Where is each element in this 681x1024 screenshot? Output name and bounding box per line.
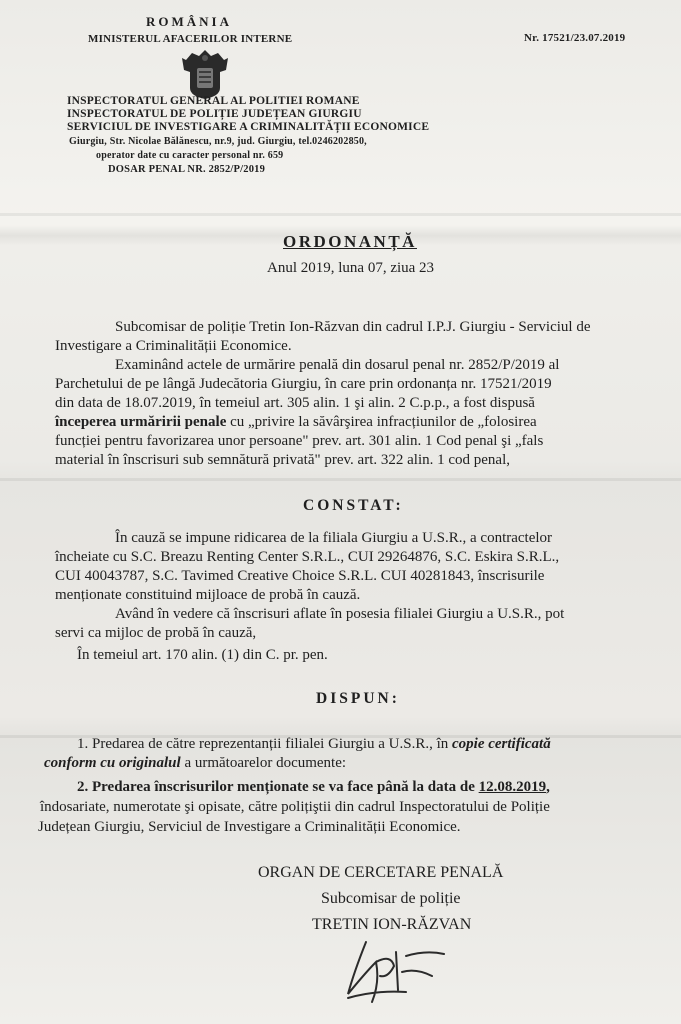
- document-number: Nr. 17521/23.07.2019: [524, 32, 626, 44]
- exam-line: funcției pentru favorizarea unor persoane" prev. art. 301 alin. 1 Cod penal şi „fals: [55, 433, 544, 449]
- case-file-number: DOSAR PENAL NR. 2852/P/2019: [108, 164, 266, 175]
- constat-line: În temeiul art. 170 alin. (1) din C. pr. pen.: [77, 647, 328, 663]
- institution-line: INSPECTORATUL DE POLIȚIE JUDEȚEAN GIURGIU: [67, 108, 362, 120]
- constat-line: menționate constituind mijloace de probă în cauză.: [55, 587, 361, 603]
- constat-line: servi ca mijloc de probă în cauză,: [55, 625, 257, 641]
- signature-block: [258, 860, 503, 938]
- document-date: Anul 2019, luna 07, ziua 23: [267, 260, 435, 276]
- section-heading-constat: CONSTAT:: [303, 497, 404, 514]
- exam-line: Parchetului de pe lângă Judecătoria Giurgiu, în care prin ordonanța nr. 17521/2019: [55, 376, 552, 392]
- exam-line: Examinând actele de urmărire penală din dosarul penal nr. 2852/P/2019 al: [115, 357, 560, 373]
- exam-line: material în înscrisuri sub semnătură privată" prev. art. 322 alin. 1 cod penal,: [55, 452, 511, 468]
- signatory-name: TRETIN ION-RĂZVAN: [312, 916, 472, 933]
- paper-fold: [0, 213, 681, 216]
- intro-line: Investigare a Criminalității Economice.: [55, 338, 292, 354]
- section-heading-dispun: DISPUN:: [316, 690, 400, 707]
- exam-bold-phrase: începerea urmăririi penale: [55, 414, 227, 430]
- signatory-rank: Subcomisar de poliție: [321, 890, 461, 907]
- exam-line-rest: cu „privire la săvârşirea infracțiunilor de „folosirea: [226, 414, 537, 430]
- constat-line: CUI 40043787, S.C. Tavimed Creative Choice S.R.L. CUI 40281843, înscrisurile: [55, 568, 545, 584]
- operator-number: operator date cu caracter personal nr. 659: [96, 150, 284, 161]
- dispun-text: 2. Predarea înscrisurilor menționate se va face până la data de: [77, 779, 479, 795]
- constat-line: Având în vedere că înscrisuri aflate în posesia filialei Giurgiu a U.S.R., pot: [115, 606, 565, 622]
- institution-line: SERVICIUL DE INVESTIGARE A CRIMINALITĂȚII ECONOMICE: [67, 121, 430, 133]
- dispun-emphasis: conform cu originalul: [44, 755, 181, 771]
- handwritten-signature: [336, 932, 456, 1012]
- dispun-emphasis: copie certificată: [452, 736, 551, 752]
- institution-line: INSPECTORATUL GENERAL AL POLITIEI ROMANE: [67, 95, 360, 107]
- dispun-item-1-cont: [44, 754, 346, 773]
- dispun-text: ,: [546, 779, 550, 795]
- constat-line: În cauză se impune ridicarea de la filiala Giurgiu a U.S.R., a contractelor: [115, 530, 553, 546]
- dispun-text: a următoarelor documente:: [180, 755, 347, 771]
- dispun-item-2-cont: Județean Giurgiu, Serviciul de Investigare a Criminalității Economice.: [38, 819, 461, 835]
- country-name: ROMÂNIA: [146, 14, 232, 29]
- exam-line: [55, 413, 537, 432]
- deadline-date: 12.08.2019: [478, 779, 547, 795]
- dispun-item-1: [77, 735, 551, 754]
- dispun-item-2: [77, 778, 550, 797]
- dispun-text: 1. Predarea de către reprezentanții filialei Giurgiu a U.S.R., în: [77, 736, 452, 752]
- signatory-organ: ORGAN DE CERCETARE PENALĂ: [258, 864, 504, 881]
- ministry-name: MINISTERUL AFACERILOR INTERNE: [88, 33, 293, 45]
- intro-line: Subcomisar de poliție Tretin Ion-Răzvan din cadrul I.P.J. Giurgiu - Serviciul de: [115, 319, 591, 335]
- dispun-item-2-cont: îndosariate, numerotate şi opisate, către polițiştii din cadrul Inspectoratului de Poliție: [40, 799, 550, 815]
- romanian-coat-of-arms-icon: [180, 48, 230, 100]
- paper-fold: [0, 478, 681, 481]
- constat-line: încheiate cu S.C. Breazu Renting Center S.R.L., CUI 29264876, S.C. Eskira S.R.L.,: [55, 549, 560, 565]
- institution-address: Giurgiu, Str. Nicolae Bălănescu, nr.9, jud. Giurgiu, tel.0246202850,: [69, 136, 367, 147]
- document-title: ORDONANȚĂ: [283, 232, 417, 251]
- exam-line: din data de 18.07.2019, în temeiul art. 305 alin. 1 şi alin. 2 C.p.p., a fost dispusă: [55, 395, 535, 411]
